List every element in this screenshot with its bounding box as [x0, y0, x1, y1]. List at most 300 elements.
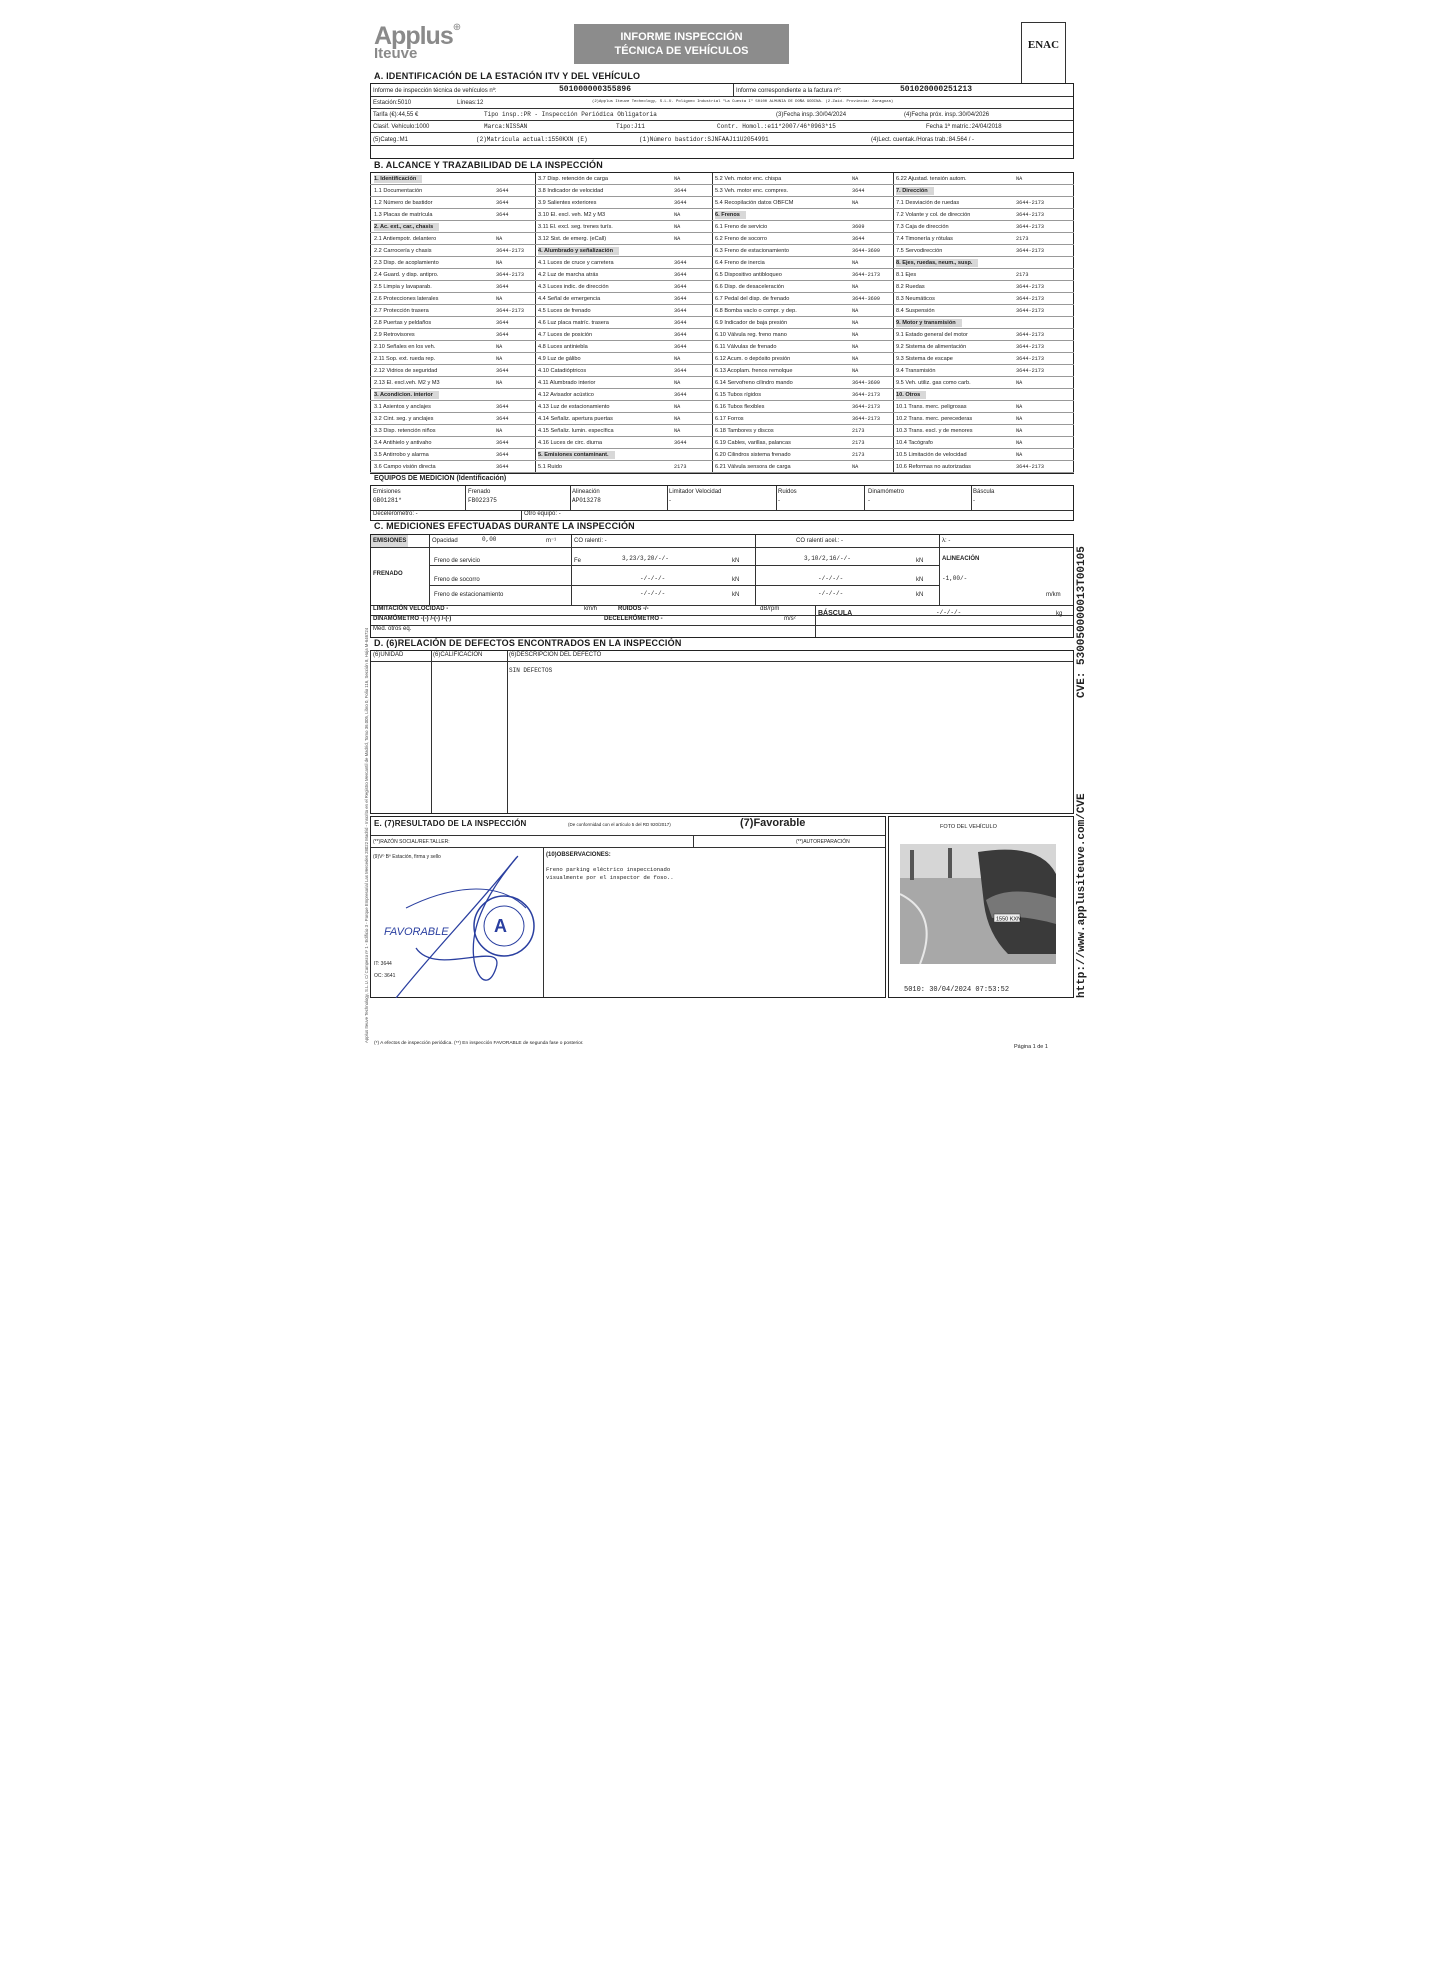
categ: (5)Categ.:M1 [373, 137, 409, 143]
b-item-value: NA [852, 176, 859, 182]
b-item-value: NA [852, 320, 859, 326]
b-item-value: 3644-2173 [1016, 284, 1045, 290]
b-row-divider [370, 412, 1074, 413]
b-item-value: 3644 [496, 416, 509, 422]
equipo-otro: Otro equipo: - [524, 511, 561, 517]
b-item-value: 3644-2173 [1016, 344, 1045, 350]
b-item-label: 5.1 Ruido [538, 464, 562, 470]
b-item-value: 3644 [674, 440, 687, 446]
b-item-value: NA [674, 224, 681, 230]
c-opacidad-unit: m⁻¹ [546, 538, 557, 544]
c-bascula-value: -/-/-/- [936, 609, 962, 616]
b-item-label: 8.4 Suspensión [896, 308, 935, 314]
b-item-value: NA [852, 332, 859, 338]
b-item-label: 10.6 Reformas no autorizadas [896, 464, 971, 470]
b-item-value: NA [1016, 428, 1023, 434]
b-row-divider [370, 280, 1074, 281]
b-item-label: 3.4 Antihielo y antivaho [374, 440, 432, 446]
b-item-value: 3644-3609 [852, 248, 881, 254]
c-co-ralenti-acel: CO ralentí acel.: - [796, 538, 844, 544]
c-fe-unit: kN [732, 558, 740, 564]
b-item-value: 3644 [496, 200, 509, 206]
b-item-value: 3644-2173 [852, 392, 881, 398]
c-ruidos-unit: dB/rpm [760, 606, 780, 612]
title-line-1: INFORME INSPECCIÓN [620, 31, 743, 43]
b-item-label: 4.1 Luces de cruce y carretera [538, 260, 614, 266]
b-item-label: 3.11 El. excl. seg. trenes turís. [538, 224, 613, 230]
fecha-prox: (4)Fecha próx. insp.:30/04/2026 [904, 112, 990, 118]
clasif: Clasif. Vehículo:1000 [373, 124, 430, 130]
b-item-label: 10. Otros [896, 391, 926, 399]
c-alineacion-value: -1,00/- [942, 575, 968, 582]
c-estac-value2: -/-/-/- [818, 590, 844, 597]
equipo-dinamometro-value: - [868, 498, 870, 504]
b-row-divider [370, 328, 1074, 329]
c-alineacion: ALINEACIÓN [942, 556, 980, 562]
equipo-limitador-value: - [669, 498, 671, 504]
b-item-label: 2.7 Protección trasera [374, 308, 429, 314]
b-item-value: NA [852, 260, 859, 266]
b-item-value: 3644-2173 [852, 272, 881, 278]
b-item-value: 2173 [852, 440, 865, 446]
cve-code: CVE: 530050000013T00105 [1076, 546, 1088, 698]
b-item-value: 3644 [496, 452, 509, 458]
b-row-divider [370, 436, 1074, 437]
b-row-divider [370, 340, 1074, 341]
b-item-value: NA [1016, 452, 1023, 458]
factura-label: Informe correspondiente a la factura nº: [736, 88, 842, 94]
b-row-divider [370, 388, 1074, 389]
b-item-label: 8.2 Ruedas [896, 284, 925, 290]
cuentakilometros: (4)Lect. cuentak./Horas trab.:84.564 / - [871, 137, 975, 143]
informe-label: Informe de inspección técnica de vehículos nº: [373, 88, 497, 94]
b-item-label: 7.1 Desviación de ruedas [896, 200, 960, 206]
e-observaciones-title: (10)OBSERVACIONES: [546, 852, 611, 858]
b-item-label: 4.6 Luz placa matríc. trasera [538, 320, 609, 326]
enac-logo [1021, 22, 1066, 84]
b-item-value: 2173 [852, 452, 865, 458]
b-item-label: 6.19 Cables, varillas, palancas [715, 440, 791, 446]
b-item-label: 6.17 Forros [715, 416, 744, 422]
b-item-label: 2.2 Carrocería y chasis [374, 248, 432, 254]
b-item-value: NA [674, 212, 681, 218]
c-estac-value1: -/-/-/- [640, 590, 666, 597]
c-opacidad-label: Opacidad [432, 538, 458, 544]
b-item-label: 6.10 Válvula reg. freno mano [715, 332, 787, 338]
b-item-value: NA [852, 368, 859, 374]
b-item-value: NA [1016, 416, 1023, 422]
b-item-label: 6.22 Ajustad. tensión autom. [896, 176, 967, 182]
b-item-value: 3644 [852, 188, 865, 194]
lineas: Líneas:12 [457, 100, 484, 106]
b-item-value: 3644 [674, 200, 687, 206]
b-item-value: 3644-2173 [852, 416, 881, 422]
b-item-value: 3644 [674, 272, 687, 278]
b-item-label: 8.1 Ejes [896, 272, 917, 278]
b-item-label: 6.6 Disp. de desaceleración [715, 284, 785, 290]
section-d-box [370, 650, 1074, 814]
d-sin-defectos: SIN DEFECTOS [509, 667, 553, 674]
equipo-alineacion-value: AP013278 [572, 497, 601, 504]
b-item-label: 2.6 Protecciones laterales [374, 296, 439, 302]
c-co-ralenti: CO ralentí: - [574, 538, 607, 544]
b-item-value: NA [496, 428, 503, 434]
b-item-label: 4.4 Señal de emergencia [538, 296, 601, 302]
b-item-label: 3.1 Asientos y anclajes [374, 404, 431, 410]
informe-value: 501000000355896 [559, 85, 632, 94]
b-item-value: 3644-2173 [1016, 212, 1045, 218]
section-b-title: B. ALCANCE Y TRAZABILIDAD DE LA INSPECCIÓN [374, 160, 603, 170]
b-item-value: NA [852, 356, 859, 362]
section-c-title: C. MEDICIONES EFECTUADAS DURANTE LA INSPECCIÓN [374, 521, 635, 531]
equipo-emisiones-value: GB01281* [373, 497, 402, 504]
b-item-label: 4.15 Señaliz. lumin. específica [538, 428, 614, 434]
equipo-frenado-value: FB022375 [468, 497, 497, 504]
b-item-value: 3644 [674, 260, 687, 266]
fecha-insp: (3)Fecha insp.:30/04/2024 [776, 112, 847, 118]
b-item-value: NA [496, 344, 503, 350]
b-row-divider [370, 196, 1074, 197]
b-item-label: 6.12 Acum. o depósito presión [715, 356, 791, 362]
b-item-label: 2.9 Retrovisores [374, 332, 415, 338]
b-item-value: 3644-2173 [1016, 368, 1045, 374]
b-item-value: 3644-3609 [852, 380, 881, 386]
b-item-label: 9.3 Sistema de escape [896, 356, 953, 362]
b-item-value: 2173 [1016, 272, 1029, 278]
b-item-label: 3.12 Sist. de emerg. (eCall) [538, 236, 607, 242]
b-item-label: 4.16 Luces de circ. diurna [538, 440, 603, 446]
b-item-label: 6.1 Freno de servicio [715, 224, 768, 230]
b-item-value: 3644-2173 [496, 308, 525, 314]
c-freno-estacionamiento: Freno de estacionamiento [434, 592, 504, 598]
b-item-value: NA [496, 380, 503, 386]
b-row-divider [370, 352, 1074, 353]
b-item-label: 6.7 Pedal del disp. de frenado [715, 296, 790, 302]
b-item-label: 7. Dirección [896, 187, 934, 195]
footer-note: (*) A efectos de inspección periódica. (**) En inspección FAVORABLE de segunda fase o posterior. [374, 1041, 584, 1046]
b-row-divider [370, 304, 1074, 305]
b-item-label: 4.10 Catadióptricos [538, 368, 587, 374]
c-ruidos: RUIDOS -/- [618, 606, 649, 612]
b-item-label: 7.4 Timonería y rótulas [896, 236, 953, 242]
fecha-matric: Fecha 1ª matríc.:24/04/2018 [926, 124, 1002, 130]
b-item-value: 3644 [852, 236, 865, 242]
b-item-label: 6.18 Tambores y discos [715, 428, 774, 434]
section-d-title: D. (6)RELACIÓN DE DEFECTOS ENCONTRADOS EN LA INSPECCIÓN [374, 638, 682, 648]
c-f1-value: 3,10/2,16/-/- [804, 555, 851, 562]
matricula: (2)Matrícula actual:1550KXN (E) [476, 136, 588, 143]
b-item-value: NA [674, 176, 681, 182]
tarifa: Tarifa (€):44,55 € [373, 112, 419, 118]
c-med-otros: Med. otros eq. [373, 626, 412, 632]
title-line-2: TÉCNICA DE VEHÍCULOS [614, 45, 749, 57]
b-item-label: 7.2 Volante y col. de dirección [896, 212, 971, 218]
b-item-label: 1.1 Documentación [374, 188, 423, 194]
b-item-label: 3.3 Disp. retención niños [374, 428, 436, 434]
c-socorro-value2: -/-/-/- [818, 575, 844, 582]
b-item-value: 3644-3609 [852, 296, 881, 302]
b-item-value: 3644-2173 [1016, 200, 1045, 206]
b-item-value: 3644 [674, 368, 687, 374]
photo-caption: 5010: 30/04/2024 07:53:52 [904, 986, 1010, 994]
footer-page: Página 1 de 1 [1014, 1044, 1048, 1050]
b-item-label: 6.13 Acoplam. frenos remolque [715, 368, 793, 374]
c-limitacion-unit: km/h [584, 606, 598, 612]
b-item-value: 3644-2173 [852, 404, 881, 410]
stamp-ap-icon: A [494, 916, 507, 936]
b-item-label: 10.1 Trans. merc. peligrosas [896, 404, 967, 410]
equipo-frenado-label: Frenado [468, 489, 491, 495]
equipo-ruidos-label: Ruidos [778, 489, 797, 495]
c-frenado: FRENADO [373, 571, 403, 577]
b-row-divider [370, 208, 1074, 209]
b-item-label: 2.8 Puertas y peldaños [374, 320, 432, 326]
applus-logo: Applus⊕ Iteuve [374, 22, 462, 62]
b-row-divider [370, 232, 1074, 233]
b-item-value: NA [1016, 440, 1023, 446]
side-legal-text: Applus Iteuve Technology, S.L.U. C/ Campezo nº 1 - Edificio 3 - Parque Empresarial Las Mercedes 28022 Madrid - Inscrita en el Registro Mercantil de Madrid, Tomo 36.005, Libro 0, Folio 116, Sección 8, Hoja M-646724 [364, 627, 369, 1043]
b-item-label: 3.2 Cint. seg. y anclajes [374, 416, 434, 422]
b-item-label: 1. Identificación [374, 175, 422, 183]
b-item-value: NA [852, 284, 859, 290]
b-item-label: 6.16 Tubos flexibles [715, 404, 765, 410]
b-item-value: 3644-2173 [1016, 248, 1045, 254]
b-item-value: 3644 [674, 296, 687, 302]
b-item-value: NA [496, 260, 503, 266]
b-item-label: 5. Emisiones contaminant. [538, 451, 615, 459]
b-item-value: NA [1016, 380, 1023, 386]
equipo-emisiones-label: Emisiones [373, 489, 401, 495]
c-f1-unit: kN [916, 558, 924, 564]
b-item-label: 5.2 Veh. motor enc. chispa [715, 176, 782, 182]
b-item-value: NA [852, 308, 859, 314]
b-item-label: 2.4 Guard. y disp. antipro. [374, 272, 439, 278]
b-item-value: NA [1016, 404, 1023, 410]
b-item-label: 9.1 Estado general del motor [896, 332, 968, 338]
b-item-value: NA [674, 356, 681, 362]
b-item-value: 3644 [674, 308, 687, 314]
c-fe-value: 3,23/3,20/-/- [622, 555, 669, 562]
b-row-divider [370, 184, 1074, 185]
b-item-label: 2.1 Antiempotr. delantero [374, 236, 437, 242]
b-item-label: 3. Acondicion. interior [374, 391, 439, 399]
b-item-label: 4.13 Luz de estacionamiento [538, 404, 610, 410]
b-item-value: NA [852, 200, 859, 206]
b-item-value: 3644-2173 [1016, 356, 1045, 362]
equipo-bascula-value: - [973, 498, 975, 504]
b-item-value: 2173 [674, 464, 687, 470]
c-bascula: BÁSCULA [818, 610, 853, 617]
b-item-label: 4.8 Luces antiniebla [538, 344, 588, 350]
b-row-divider [370, 400, 1074, 401]
b-item-value: NA [674, 428, 681, 434]
b-item-value: 3644 [674, 344, 687, 350]
b-item-value: 3609 [852, 224, 865, 230]
b-item-label: 6.20 Cilindros sistema frenado [715, 452, 791, 458]
b-item-label: 6.8 Bomba vacío o compr. y dep. [715, 308, 797, 314]
equipo-alineacion-label: Alineación [572, 489, 600, 495]
b-item-value: 3644 [496, 464, 509, 470]
b-item-label: 2.10 Señales en los veh. [374, 344, 436, 350]
b-item-label: 6.14 Servofreno cilindro mando [715, 380, 793, 386]
e-result: (7)Favorable [740, 817, 806, 829]
b-item-label: 3.6 Campo visión directa [374, 464, 436, 470]
d-col-unidad: (6)UNIDAD [373, 652, 404, 658]
equipo-decelerometro: Decelerómetro: - [373, 511, 418, 517]
b-item-label: 7.5 Servodirección [896, 248, 943, 254]
b-item-value: 2173 [852, 428, 865, 434]
b-item-label: 2.5 Limpia y lavaparab. [374, 284, 432, 290]
b-item-value: 3644 [674, 320, 687, 326]
bastidor: (1)Número bastidor:SJNFAAJ11U2054991 [639, 136, 769, 143]
c-decel-unit: m/s² [784, 616, 796, 622]
b-row-divider [370, 316, 1074, 317]
c-socorro-unit2: kN [916, 577, 924, 583]
b-item-label: 10.2 Trans. merc. perecederas [896, 416, 973, 422]
b-item-label: 4.3 Luces indic. de dirección [538, 284, 609, 290]
operator: (2)Applus Iteuve Technology, S.L.U. Polígono Industrial "La Cuesta I" 50100 ALMUNIA DE DOÑA GODINA. (2.Zaid. Provincia: Zaragoza) [592, 100, 894, 104]
photo-title: FOTO DEL VEHÍCULO [940, 824, 997, 830]
b-item-label: 9. Motor y transmisión [896, 319, 962, 327]
c-estac-unit2: kN [916, 592, 924, 598]
e-razon-social: (**)RAZÓN SOCIAL/REF.TALLER: [373, 839, 450, 845]
b-item-label: 6.2 Freno de socorro [715, 236, 767, 242]
b-row-divider [370, 220, 1074, 221]
e-firma: (9)Vº Bº Estación, firma y sello [373, 854, 441, 860]
b-item-value: 3644-2173 [496, 272, 525, 278]
b-row-divider [370, 460, 1074, 461]
b-row-divider [370, 448, 1074, 449]
tipo-insp: Tipo insp.:PR - Inspección Periódica Obligatoria [484, 111, 657, 118]
side-legal-text-wrap [364, 627, 370, 1983]
b-item-value: NA [852, 464, 859, 470]
b-row-divider [370, 256, 1074, 257]
b-item-value: 3644-2173 [1016, 464, 1045, 470]
b-item-value: 3644 [674, 284, 687, 290]
b-item-label: 4. Alumbrado y señalización [538, 247, 619, 255]
b-item-label: 2.11 Sop. ext. rueda rep. [374, 356, 436, 362]
b-item-label: 2. Ac. ext., car., chasis [374, 223, 439, 231]
c-socorro-unit1: kN [732, 577, 740, 583]
b-item-label: 10.5 Limitación de velocidad [896, 452, 967, 458]
b-item-label: 3.8 Indicador de velocidad [538, 188, 604, 194]
equipo-dinamometro-label: Dinamómetro [868, 489, 905, 495]
b-item-value: 3644 [674, 392, 687, 398]
b-item-value: NA [674, 236, 681, 242]
d-col-calificacion: (6)CALIFICACIÓN [433, 652, 483, 658]
b-item-label: 6. Frenos [715, 211, 746, 219]
b-item-label: 4.12 Avisador acústico [538, 392, 594, 398]
c-dinamometro: DINAMÓMETRO -(-) /-(-) /-(-) [373, 616, 452, 622]
b-item-label: 4.14 Señaliz. apertura puertas [538, 416, 613, 422]
b-item-label: 6.9 Indicador de baja presión [715, 320, 788, 326]
b-item-label: 4.9 Luz de gálibo [538, 356, 581, 362]
b-row-divider [370, 268, 1074, 269]
logo-sub: Iteuve [374, 45, 418, 62]
signature-stamp [376, 848, 546, 998]
e-autoreparacion: (**)AUTOREPARACIÓN [796, 839, 850, 845]
b-item-label: 1.3 Placas de matrícula [374, 212, 433, 218]
c-limitacion: LIMITACIÓN VELOCIDAD - [373, 606, 449, 612]
b-item-value: 3644 [496, 188, 509, 194]
b-item-value: NA [496, 296, 503, 302]
b-item-label: 3.7 Disp. retención de carga [538, 176, 608, 182]
b-item-value: NA [852, 344, 859, 350]
b-item-value: 3644-2173 [1016, 308, 1045, 314]
b-item-label: 1.2 Número de bastidor [374, 200, 433, 206]
tipo: Tipo:J11 [616, 123, 645, 130]
b-item-label: 2.12 Vidrios de seguridad [374, 368, 438, 374]
contr-homol: Contr. Homol.:e11*2007/46*0963*15 [717, 123, 836, 130]
c-emisiones: EMISIONES [371, 535, 408, 547]
b-item-value: 3644 [496, 284, 509, 290]
b-item-value: 3644 [496, 404, 509, 410]
b-item-label: 6.3 Freno de estacionamiento [715, 248, 790, 254]
b-item-value: 3644 [674, 188, 687, 194]
c-freno-servicio: Freno de servicio [434, 558, 481, 564]
b-item-label: 3.9 Salientes exteriores [538, 200, 597, 206]
b-item-value: 3644-2173 [1016, 332, 1045, 338]
b-item-label: 4.7 Luces de posición [538, 332, 593, 338]
equipo-ruidos-value: - [778, 498, 780, 504]
d-col-descripcion: (6)DESCRIPCIÓN DEL DEFECTO [509, 652, 602, 658]
c-fe-label: Fe [574, 558, 582, 564]
b-item-label: 9.2 Sistema de alimentación [896, 344, 967, 350]
b-row-divider [370, 424, 1074, 425]
b-item-value: 3644-2173 [1016, 296, 1045, 302]
signature-it: IT: 3644 [374, 961, 392, 967]
enac-label: ENAC [1027, 39, 1060, 51]
c-estac-unit1: kN [732, 592, 740, 598]
b-row-divider [370, 292, 1074, 293]
b-item-value: NA [674, 380, 681, 386]
stamp-favorable: FAVORABLE [384, 926, 449, 938]
b-item-label: 4.11 Alumbrado interior [538, 380, 596, 386]
b-item-label: 5.4 Recopilación datos OBFCM [715, 200, 794, 206]
section-c-box [370, 534, 1074, 638]
b-item-label: 9.5 Veh. utiliz. gas como carb. [896, 380, 971, 386]
inspection-report-page [356, 8, 1086, 1070]
b-item-label: 2.13 El. excl.veh. M2 y M3 [374, 380, 440, 386]
section-a-title: A. IDENTIFICACIÓN DE LA ESTACIÓN ITV Y DEL VEHÍCULO [374, 71, 641, 81]
section-e-title: E. (7)RESULTADO DE LA INSPECCIÓN [374, 819, 527, 828]
b-item-label: 4.2 Luz de marcha atrás [538, 272, 599, 278]
b-item-label: 6.15 Tubos rígidos [715, 392, 762, 398]
report-title [574, 24, 789, 64]
b-item-value: 3644 [496, 212, 509, 218]
b-item-value: 3644-2173 [496, 248, 525, 254]
vehicle-photo [900, 844, 1056, 964]
b-item-label: 8.3 Neumáticos [896, 296, 935, 302]
b-item-label: 4.5 Luces de frenado [538, 308, 591, 314]
factura-value: 501020000251213 [900, 85, 973, 94]
b-item-value: 3644 [496, 368, 509, 374]
marca: Marca:NISSAN [484, 123, 528, 130]
b-item-label: 10.3 Trans. escl. y de menores [896, 428, 973, 434]
c-opacidad-value: 0,00 [482, 536, 497, 543]
signature-oc: OC: 3641 [374, 973, 396, 979]
b-item-label: 7.3 Caja de dirección [896, 224, 949, 230]
equipo-bascula-label: Báscula [973, 489, 995, 495]
c-alineacion-unit: m/km [1046, 592, 1061, 598]
b-item-label: 5.3 Veh. motor enc. compres. [715, 188, 789, 194]
c-socorro-value1: -/-/-/- [640, 575, 666, 582]
b-item-label: 6.4 Freno de inercia [715, 260, 765, 266]
b-item-value: 3644 [496, 332, 509, 338]
b-item-value: NA [496, 236, 503, 242]
b-row-divider [370, 244, 1074, 245]
b-item-label: 6.5 Dispositivo antibloqueo [715, 272, 782, 278]
